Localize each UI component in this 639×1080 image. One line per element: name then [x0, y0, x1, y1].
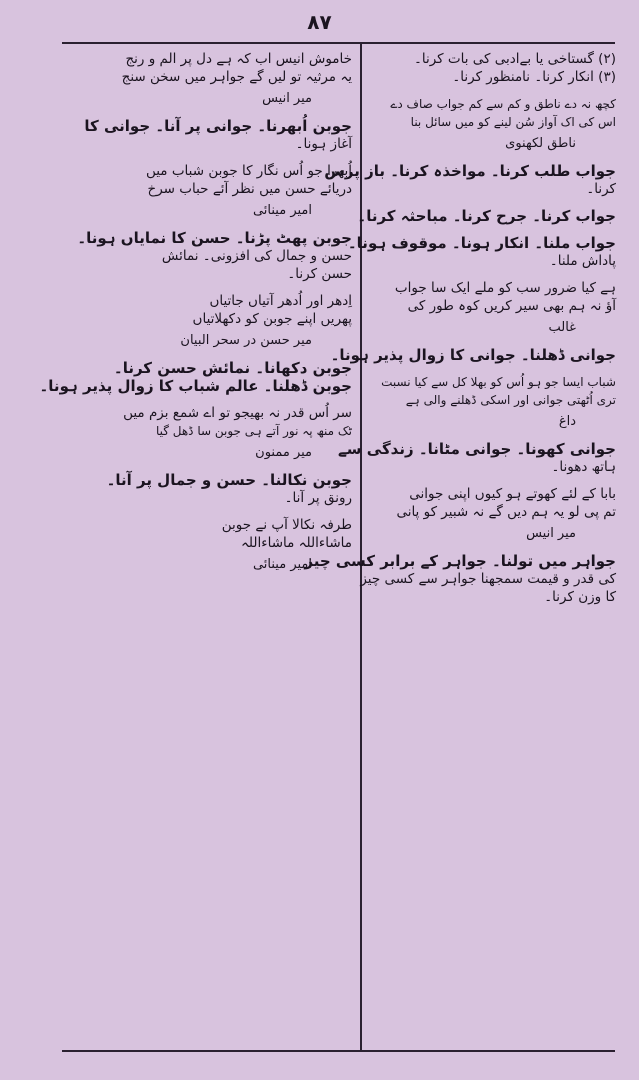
entry-heading: جوبن ڈھلنا۔ عالم شباب کا زوال پذیر ہونا۔ [39, 377, 352, 395]
poet-name: میر ممنون [255, 445, 312, 460]
verse-line: ماشاءاللہ ماشاءاللہ [240, 535, 352, 551]
entry-heading: جواب ملنا۔ انکار ہونا۔ موقوف ہونا۔ [347, 234, 616, 252]
entry-heading: جواب طلب کرنا۔ مواخذہ کرنا۔ باز پرس [324, 162, 616, 180]
verse-line: خاموش انیس اب کہ ہے دل پر الم و رنج [125, 51, 352, 67]
poet-name: میر انیس [526, 526, 576, 541]
poet-name: داغ [558, 414, 576, 429]
column-divider [360, 42, 362, 1052]
poet-name: امیر مینائی [252, 203, 312, 218]
verse-line: دریائے حسن میں نظر آئے حباب سرخ [147, 181, 352, 197]
page-number: ۸۷ [307, 10, 332, 34]
left-column [39, 50, 352, 574]
entry-heading: جوبن دکھانا۔ نمائش حسن کرنا۔ [113, 359, 352, 377]
verse-line: اس کی اک آواز سُن لینے کو میں سائل بنا [410, 115, 616, 129]
poet-name: ناطق لکھنوی [505, 136, 576, 151]
text-line: کا وزن کرنا۔ [544, 589, 616, 605]
verse-line: بابا کے لئے کھوتے ہو کیوں اپنی جوانی [409, 486, 616, 502]
poet-name: غالب [548, 320, 576, 335]
verse-line: اُبھرا جو اُس نگار کا جوبن شباب میں [145, 163, 352, 179]
text-line: (۳) انکار کرنا۔ نامنظور کرنا۔ [452, 69, 616, 85]
verse-line: کچھ نہ دے ناطق و کم سے کم جواب صاف دے [390, 97, 616, 111]
text-line: ہاتھ دھونا۔ [551, 459, 616, 475]
text-line: حسن و جمال کی افزونی۔ نمائش [161, 248, 352, 264]
poet-name: امیر مینائی [252, 557, 312, 572]
verse-line: طرفہ نکالا آپ نے جوبن [221, 517, 352, 533]
text-line: حسن کرنا۔ [287, 266, 352, 282]
bottom-rule [62, 1050, 615, 1052]
verse-line: اِدھر اور اُدھر آتیاں جاتیاں [209, 293, 352, 309]
text-line: پاداش ملنا۔ [549, 253, 616, 269]
text-line: کرنا۔ [586, 181, 616, 197]
verse-line: سر اُس قدر نہ بھیجو تو اے شمع بزم میں [123, 405, 352, 421]
verse-line: ٹک منھ پہ نور آتے ہی جوبن سا ڈھل گیا [155, 424, 352, 438]
poet-name: میر حسن در سحر البیان [180, 333, 312, 348]
entry-heading: جواب کرنا۔ جرح کرنا۔ مباحثہ کرنا۔ [357, 207, 616, 225]
verse-line: شباب ایسا جو ہو اُس کو بھلا کل سے کیا نسبت [381, 375, 616, 389]
verse-line: تری اُٹھتی جوانی اور اسکی ڈھلنے والی ہے [405, 393, 616, 407]
text-line: رونق پر آنا۔ [284, 490, 352, 506]
top-rule [62, 42, 615, 44]
entry-heading: جواہر میں تولنا۔ جواہر کے برابر کسی چیز [304, 552, 616, 570]
verse-line: پھریں اپنے جوبن کو دکھلاتیاں [192, 311, 352, 327]
entry-heading: جوانی کھونا۔ جوانی مٹانا۔ زندگی سے [338, 440, 616, 458]
verse-line: آؤ نہ ہم بھی سیر کریں کوہ طور کی [407, 298, 616, 314]
entry-heading: جوبن نکالنا۔ حسن و جمال پر آنا۔ [106, 471, 352, 489]
entry-heading: جوانی ڈھلنا۔ جوانی کا زوال پذیر ہونا۔ [330, 346, 616, 364]
text-line: آغاز ہونا۔ [295, 136, 352, 152]
text-line: کی قدر و قیمت سمجھنا جواہر سے کسی چیز [360, 571, 616, 587]
verse-line: ہے کیا ضرور سب کو ملے ایک سا جواب [394, 280, 616, 296]
verse-line: تم پی لو یہ ہم دیں گے نہ شبیر کو پانی [396, 504, 616, 520]
entry-heading: جوبن پھٹ پڑنا۔ حسن کا نمایاں ہونا۔ [77, 229, 352, 247]
entry-heading: جوبن اُبھرنا۔ جوانی پر آنا۔ جوانی کا [84, 117, 352, 135]
poet-name: میر انیس [262, 91, 312, 106]
verse-line: یہ مرثیہ تو لیں گے جواہر میں سخن سنج [121, 69, 352, 85]
text-line: (۲) گستاخی یا بےادبی کی بات کرنا۔ [413, 51, 616, 67]
